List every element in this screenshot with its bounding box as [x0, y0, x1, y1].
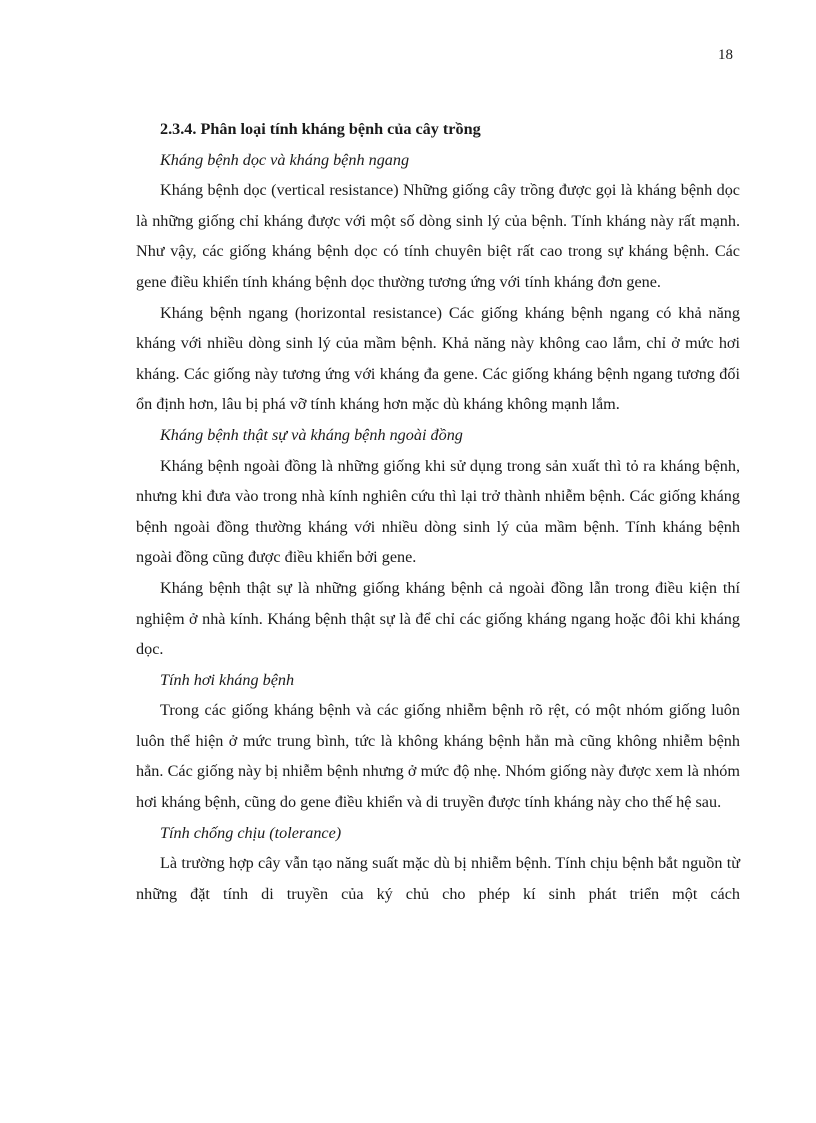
- paragraph: Trong các giống kháng bệnh và các giống nhiễm bệnh rõ rệt, có một nhóm giống luôn luôn thể hiện ở mức trung bình, tức là không kháng bệnh hẳn mà cũng không nhiễm bệnh hẳn. Các giống này bị nhiễm bệnh nhưng ở mức độ nhẹ. Nhóm giống này được xem là nhóm hơi kháng bệnh, cũng do gene điều khiển và di truyền được tính kháng này cho thế hệ sau.: [136, 701, 740, 812]
- paragraph: Kháng bệnh dọc (vertical resistance) Những giống cây trồng được gọi là kháng bệnh dọc là những giống chỉ kháng được với một số dòng sinh lý của bệnh. Tính kháng này rất mạnh. Như vậy, các giống kháng bệnh dọc có tính chuyên biệt rất cao trong sự kháng bệnh. Các gene điều khiển tính kháng bệnh dọc thường tương ứng với tính kháng đơn gene.: [136, 181, 740, 291]
- subheading: Tính chống chịu (tolerance): [160, 823, 342, 842]
- paragraph: Kháng bệnh ngoài đồng là những giống khi sử dụng trong sản xuất thì tỏ ra kháng bệnh, nhưng khi đưa vào trong nhà kính nghiên cứu thì lại trở thành nhiễm bệnh. Các giống kháng bệnh ngoài đồng thường kháng với nhiều dòng sinh lý của mầm bệnh. Tính kháng bệnh ngoài đồng cũng được điều khiển bởi gene.: [136, 456, 740, 567]
- paragraph: Kháng bệnh ngang (horizontal resistance) Các giống kháng bệnh ngang có khả năng kháng với nhiều dòng sinh lý của mầm bệnh. Khả năng này không cao lắm, chỉ ở mức hơi kháng. Các giống này tương ứng với kháng đa gene. Các giống kháng bệnh ngang tương đối ổn định hơn, lâu bị phá vỡ tính kháng hơn mặc dù kháng không mạnh lắm.: [136, 303, 740, 414]
- document-body: [136, 114, 740, 909]
- section-heading: 2.3.4. Phân loại tính kháng bệnh của cây trồng: [160, 120, 481, 138]
- subheading: Kháng bệnh thật sự và kháng bệnh ngoài đồng: [160, 425, 463, 444]
- page-number: 18: [718, 47, 733, 63]
- paragraph-continued: Là trường hợp cây vẫn tạo năng suất mặc dù bị nhiễm bệnh. Tính chịu bệnh bắt nguồn từ những đặt tính di truyền của ký chủ cho phép kí sinh phát triển một cách: [136, 854, 740, 903]
- subheading: Kháng bệnh dọc và kháng bệnh ngang: [160, 150, 410, 169]
- subheading: Tính hơi kháng bệnh: [160, 670, 295, 689]
- paragraph: Kháng bệnh thật sự là những giống kháng bệnh cả ngoài đồng lẫn trong điều kiện thí nghiệm ở nhà kính. Kháng bệnh thật sự là để chỉ các giống kháng ngang hoặc đôi khi kháng dọc.: [136, 578, 740, 659]
